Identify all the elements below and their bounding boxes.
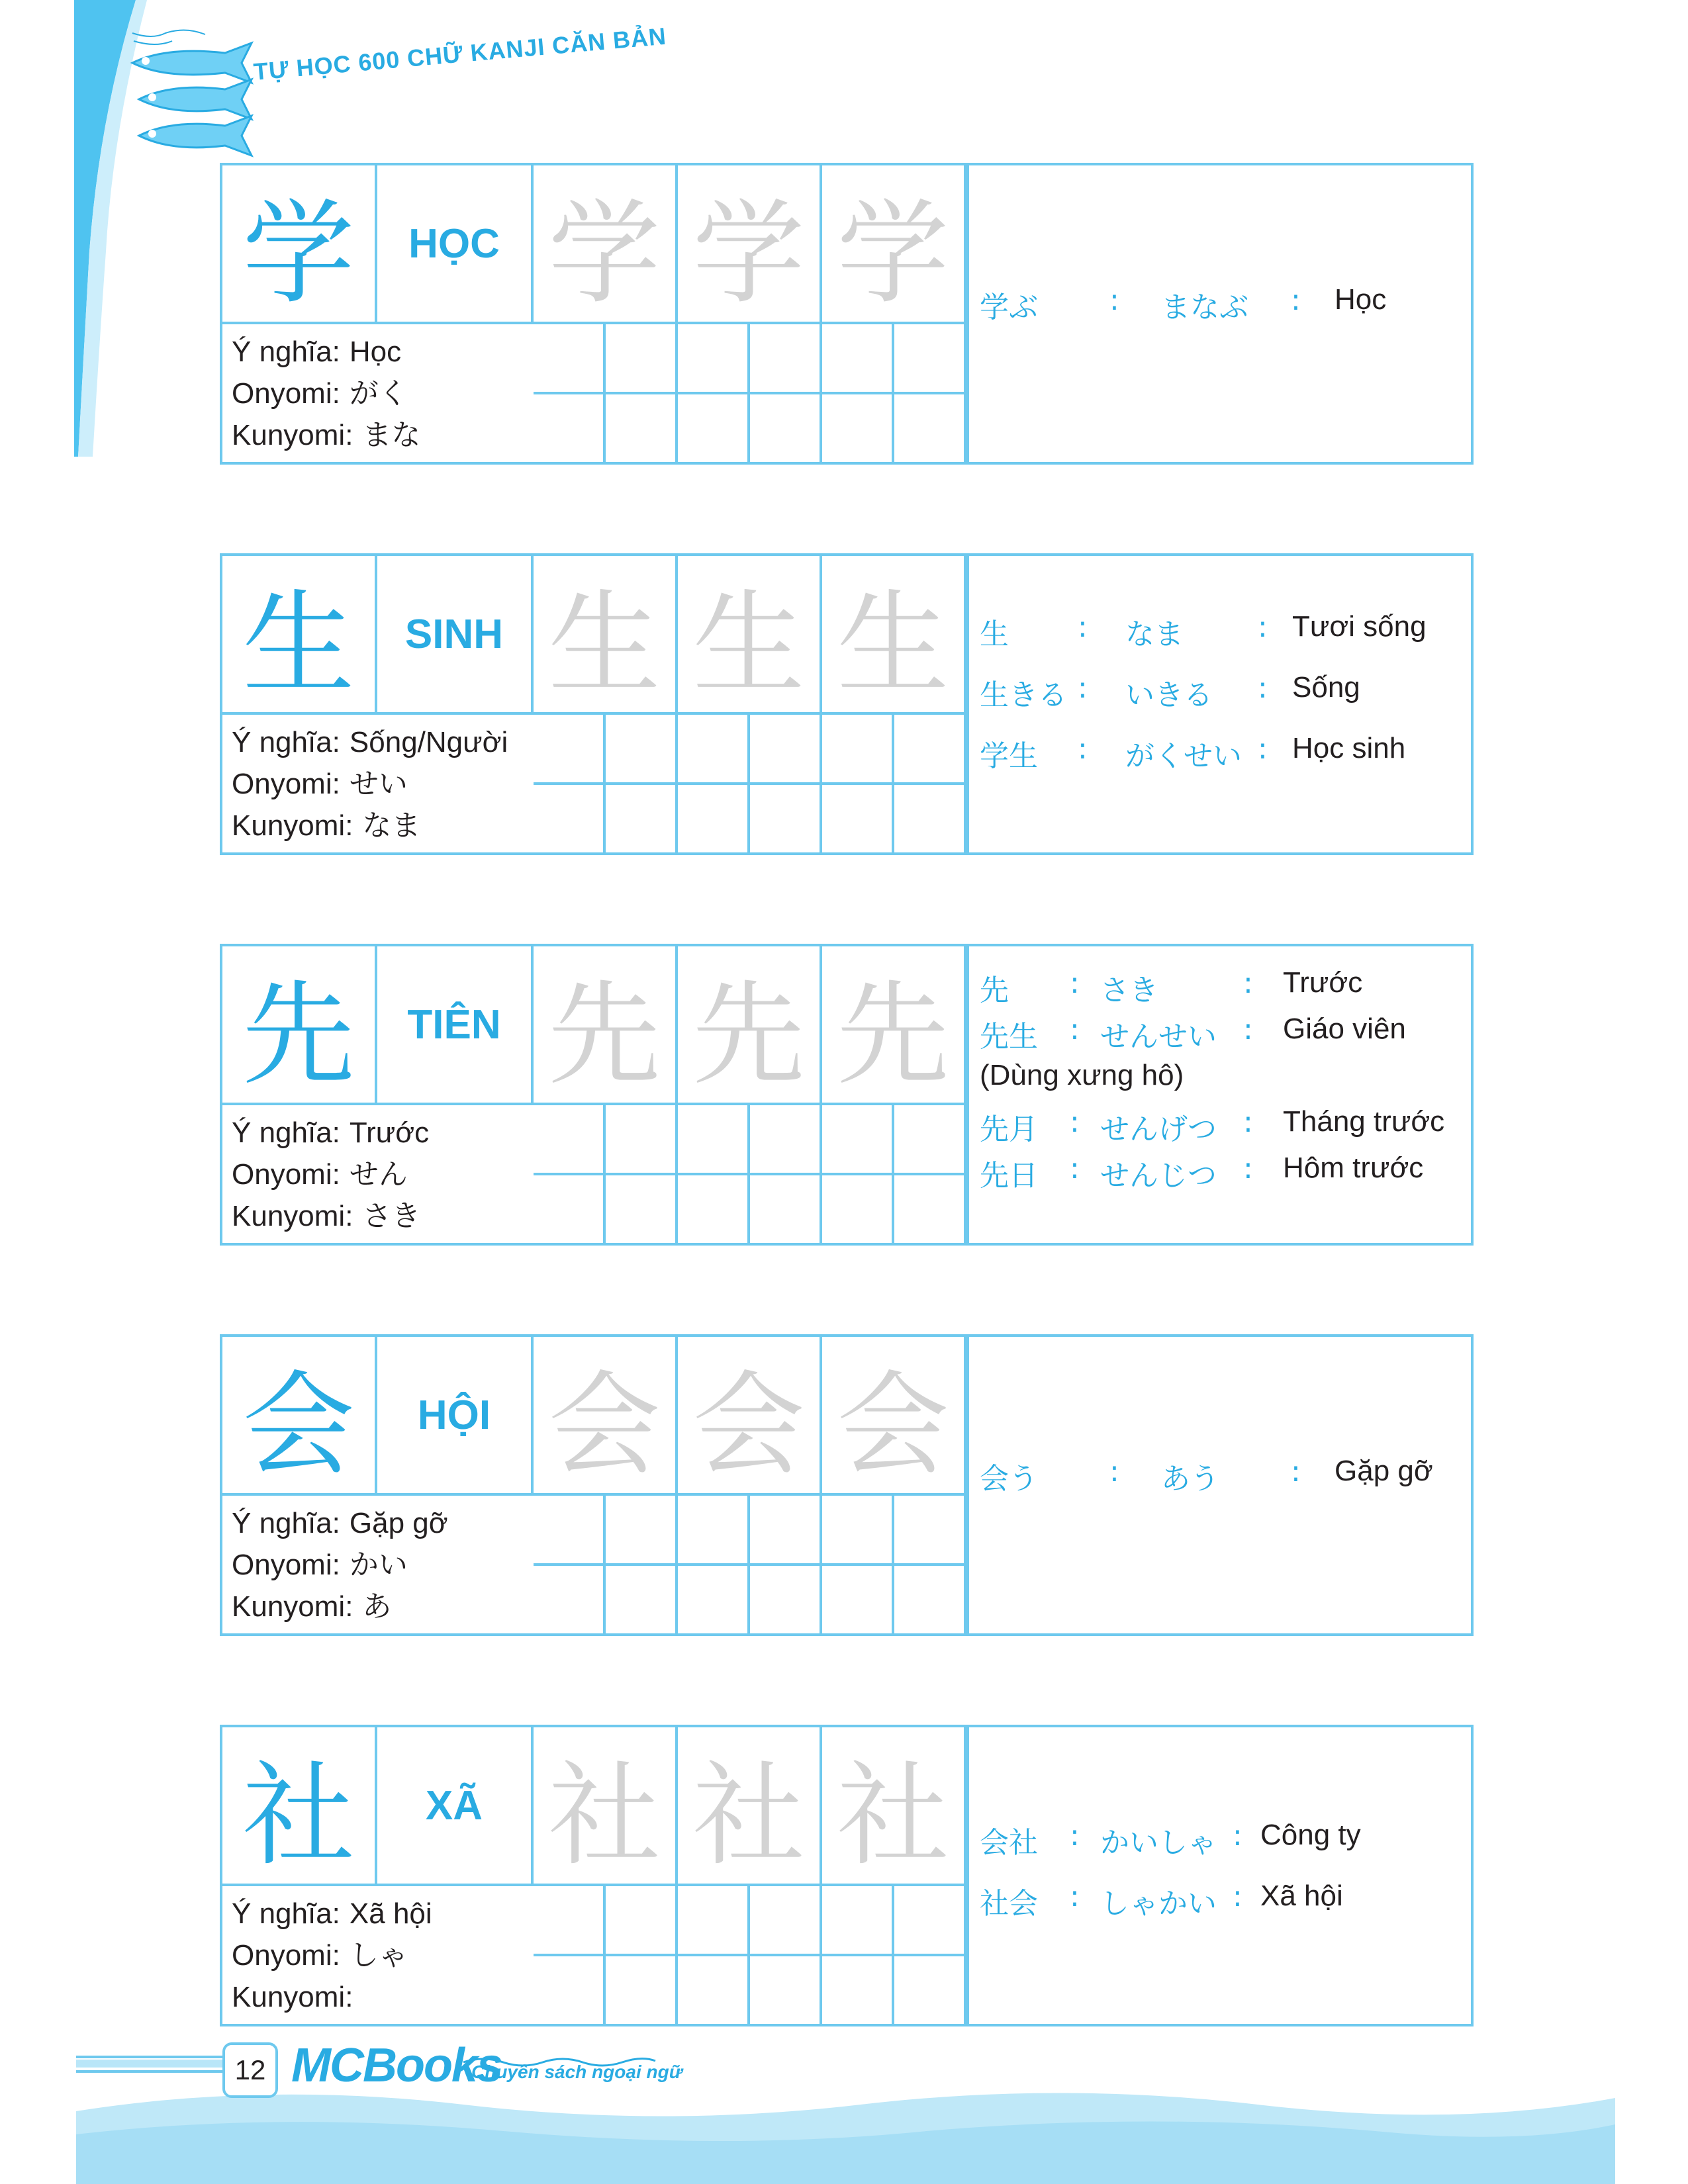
kunyomi-row [232,1976,530,2018]
vocab-note: (Dùng xưng hô) [980,1059,1184,1091]
trace-kanji: 先 [822,946,966,1105]
kunyomi-value: さき [362,1200,421,1232]
vocab-separator: : [1109,1455,1119,1488]
vocab-meaning: Học [1335,283,1387,316]
kunyomi-value: なま [362,809,421,842]
practice-cell[interactable] [606,1956,678,2026]
practice-cell[interactable] [822,394,894,465]
onyomi-label: Onyomi: [232,377,340,410]
practice-cell[interactable] [750,324,822,394]
meaning-value: Xã hội [349,1897,432,1930]
vocab-entry [969,610,1472,650]
kanji-info [232,1502,530,1627]
meaning-value: Gặp gỡ [349,1507,448,1539]
hanviet-reading: TIÊN [377,946,534,1105]
practice-cell[interactable] [534,394,606,465]
kanji-card [220,553,1474,855]
practice-grid [534,1496,966,1636]
practice-cell[interactable] [678,1956,750,2026]
practice-cell[interactable] [822,1886,894,1956]
trace-kanji: 会 [822,1337,966,1496]
kunyomi-row [232,1586,530,1627]
vocab-separator: : [1258,610,1268,644]
practice-grid [534,324,966,465]
vocab-word: 学生 [980,739,1038,773]
practice-cell[interactable] [534,324,606,394]
vocab-word: 会社 [980,1826,1038,1860]
practice-cell[interactable] [822,785,894,855]
vocab-separator: : [1258,671,1268,705]
meaning-label: Ý nghĩa: [232,1897,340,1930]
practice-cell[interactable] [534,1175,606,1246]
kunyomi-value: あ [362,1590,392,1623]
vocab-separator: : [1070,1880,1080,1913]
onyomi-row [232,373,530,414]
practice-cell[interactable] [534,1105,606,1175]
vocab-separator: : [1233,1819,1243,1852]
kanji-card [220,1334,1474,1636]
vocab-separator: : [1243,1152,1253,1185]
trace-kanji: 生 [534,556,678,715]
vocab-word: 先 [980,974,1009,1007]
onyomi-row [232,1544,530,1586]
practice-cell[interactable] [822,715,894,785]
vocab-meaning: Giáo viên [1283,1013,1406,1045]
practice-cell[interactable] [678,1105,750,1175]
vocab-separator: : [1291,1455,1301,1488]
meaning-label: Ý nghĩa: [232,1507,340,1539]
practice-cell[interactable] [894,715,966,785]
practice-cell[interactable] [894,1956,966,2026]
koinobori-fish-icon [126,26,265,159]
vocab-meaning: Tươi sống [1292,610,1427,643]
kunyomi-row [232,805,530,846]
trace-kanji: 社 [822,1727,966,1886]
practice-cell[interactable] [750,1886,822,1956]
kanji-character: 先 [222,946,377,1105]
kanji-info [232,331,530,456]
meaning-row [232,1112,530,1154]
vocab-reading: しゃかい [1100,1887,1217,1921]
vocab-reading: せんせい [1100,1020,1217,1054]
onyomi-label: Onyomi: [232,1549,340,1581]
kanji-character: 学 [222,165,377,324]
vocab-separator: : [1070,1013,1080,1046]
practice-cell[interactable] [678,394,750,465]
vocab-separator: : [1243,1013,1253,1046]
practice-cell[interactable] [678,1566,750,1636]
vocab-word: 社会 [980,1887,1038,1921]
meaning-row [232,721,530,763]
practice-grid [534,715,966,855]
practice-cell[interactable] [750,1566,822,1636]
vocab-list [966,1727,1471,2024]
vocab-word: 先月 [980,1113,1038,1146]
hanviet-reading: HỘI [377,1337,534,1496]
trace-kanji: 生 [822,556,966,715]
meaning-value: Sống/Người [349,726,508,758]
trace-kanji: 会 [678,1337,822,1496]
practice-grid [534,1105,966,1246]
practice-cell[interactable] [606,1105,678,1175]
meaning-row [232,1502,530,1544]
vocab-entry [969,966,1472,1006]
vocab-meaning: Học sinh [1292,732,1406,764]
practice-cell[interactable] [894,1886,966,1956]
practice-grid [534,1886,966,2026]
kanji-info [232,1893,530,2018]
kanji-character: 会 [222,1337,377,1496]
meaning-label: Ý nghĩa: [232,726,340,758]
onyomi-row [232,1934,530,1976]
onyomi-label: Onyomi: [232,1939,340,1972]
kanji-info [232,721,530,846]
kanji-card [220,163,1474,465]
practice-cell[interactable] [606,1175,678,1246]
practice-cell[interactable] [822,1175,894,1246]
trace-kanji: 先 [678,946,822,1105]
onyomi-value: しゃ [349,1939,408,1972]
vocab-word: 学ぶ [980,291,1038,324]
practice-cell[interactable] [894,1105,966,1175]
practice-cell[interactable] [606,1566,678,1636]
trace-kanji: 会 [534,1337,678,1496]
vocab-separator: : [1243,966,1253,1000]
vocab-meaning: Tháng trước [1283,1105,1445,1138]
vocab-meaning: Hôm trước [1283,1152,1424,1184]
practice-cell[interactable] [678,1886,750,1956]
practice-cell[interactable] [750,1956,822,2026]
onyomi-value: せい [349,768,408,800]
meaning-row [232,331,530,373]
vocab-word: 先生 [980,1020,1038,1054]
practice-cell[interactable] [534,1886,606,1956]
practice-cell[interactable] [822,324,894,394]
vocab-reading: あう [1161,1462,1219,1496]
kanji-card [220,1725,1474,2026]
book-title: TỰ HỌC 600 CHỮ KANJI CĂN BẢN [252,22,668,86]
vocab-meaning: Sống [1292,671,1360,704]
kunyomi-label: Kunyomi: [232,809,353,842]
practice-cell[interactable] [534,1956,606,2026]
hanviet-reading: HỌC [377,165,534,324]
practice-cell[interactable] [750,1175,822,1246]
practice-cell[interactable] [894,394,966,465]
vocab-entry [969,671,1472,711]
practice-cell[interactable] [678,715,750,785]
vocab-reading: がくせい [1125,739,1242,773]
onyomi-value: がく [349,377,408,410]
publisher-tagline: Chuyên sách ngoại ngữ [471,2062,682,2082]
practice-cell[interactable] [606,785,678,855]
kunyomi-label: Kunyomi: [232,1981,353,2013]
vocab-separator: : [1070,1819,1080,1852]
vocab-entry [969,283,1472,323]
vocab-reading: まなぶ [1161,291,1248,324]
kanji-character: 生 [222,556,377,715]
kanji-card [220,944,1474,1246]
practice-cell[interactable] [534,715,606,785]
trace-kanji: 社 [678,1727,822,1886]
practice-cell[interactable] [534,1566,606,1636]
onyomi-label: Onyomi: [232,1158,340,1191]
vocab-word: 生きる [980,678,1067,712]
kanji-character: 社 [222,1727,377,1886]
meaning-label: Ý nghĩa: [232,1116,340,1149]
vocab-separator: : [1078,610,1088,644]
practice-cell[interactable] [894,324,966,394]
vocab-word: 生 [980,617,1009,651]
vocab-separator: : [1078,671,1088,705]
practice-cell[interactable] [606,324,678,394]
practice-cell[interactable] [750,785,822,855]
vocab-entry [969,1819,1472,1858]
practice-cell[interactable] [750,1496,822,1566]
practice-cell[interactable] [822,1566,894,1636]
kunyomi-label: Kunyomi: [232,419,353,451]
practice-cell[interactable] [894,1566,966,1636]
practice-cell[interactable] [750,394,822,465]
vocab-reading: せんじつ [1100,1159,1217,1193]
meaning-value: Học [349,336,402,368]
practice-cell[interactable] [750,715,822,785]
kunyomi-row [232,1195,530,1237]
vocab-separator: : [1243,1105,1253,1139]
meaning-label: Ý nghĩa: [232,336,340,368]
practice-cell[interactable] [750,1105,822,1175]
onyomi-row [232,763,530,805]
vocab-reading: いきる [1125,678,1213,712]
practice-cell[interactable] [822,1956,894,2026]
vocab-list [966,165,1471,462]
vocab-word: 先日 [980,1159,1038,1193]
vocab-separator: : [1258,732,1268,766]
practice-cell[interactable] [678,785,750,855]
vocab-entry [969,1105,1472,1145]
vocab-reading: なま [1125,617,1184,651]
vocab-reading: せんげつ [1100,1113,1217,1146]
kunyomi-label: Kunyomi: [232,1590,353,1623]
vocab-separator: : [1070,1105,1080,1139]
page-number: 12 [222,2042,278,2098]
trace-kanji: 社 [534,1727,678,1886]
practice-cell[interactable] [534,1496,606,1566]
vocab-separator: : [1109,283,1119,317]
vocab-separator: : [1233,1880,1243,1913]
practice-cell[interactable] [678,1175,750,1246]
onyomi-value: かい [349,1549,408,1581]
kunyomi-value: まな [362,419,421,451]
practice-cell[interactable] [894,1175,966,1246]
vocab-reading: かいしゃ [1100,1826,1217,1860]
vocab-entry [969,1880,1472,1919]
publisher-logo: MCBooks [291,2039,502,2092]
hanviet-reading: SINH [377,556,534,715]
kunyomi-row [232,414,530,456]
onyomi-row [232,1154,530,1195]
trace-kanji: 学 [678,165,822,324]
vocab-meaning: Xã hội [1260,1880,1343,1912]
practice-cell[interactable] [822,1105,894,1175]
vocab-separator: : [1078,732,1088,766]
vocab-separator: : [1070,1152,1080,1185]
meaning-value: Trước [349,1116,430,1149]
onyomi-value: せん [349,1158,408,1191]
practice-cell[interactable] [606,394,678,465]
vocab-entry [969,732,1472,772]
kunyomi-label: Kunyomi: [232,1200,353,1232]
trace-kanji: 先 [534,946,678,1105]
practice-cell[interactable] [678,1496,750,1566]
practice-cell[interactable] [822,1496,894,1566]
vocab-separator: : [1070,966,1080,1000]
vocab-entry [969,1013,1472,1052]
vocab-meaning: Công ty [1260,1819,1361,1851]
practice-cell[interactable] [606,715,678,785]
practice-cell[interactable] [534,785,606,855]
meaning-row [232,1893,530,1934]
trace-kanji: 学 [534,165,678,324]
vocab-meaning: Gặp gỡ [1335,1455,1433,1487]
vocab-list [966,1337,1471,1633]
practice-cell[interactable] [606,1886,678,1956]
hanviet-reading: XÃ [377,1727,534,1886]
vocab-entry [969,1455,1472,1494]
vocab-list [966,556,1471,852]
practice-cell[interactable] [894,785,966,855]
vocab-meaning: Trước [1283,966,1363,999]
onyomi-label: Onyomi: [232,768,340,800]
kanji-info [232,1112,530,1237]
vocab-separator: : [1291,283,1301,317]
vocab-word: 会う [980,1462,1038,1496]
trace-kanji: 生 [678,556,822,715]
practice-cell[interactable] [894,1496,966,1566]
vocab-reading: さき [1100,974,1158,1007]
practice-cell[interactable] [606,1496,678,1566]
trace-kanji: 学 [822,165,966,324]
practice-cell[interactable] [678,324,750,394]
vocab-entry [969,1152,1472,1191]
vocab-list [966,946,1471,1243]
